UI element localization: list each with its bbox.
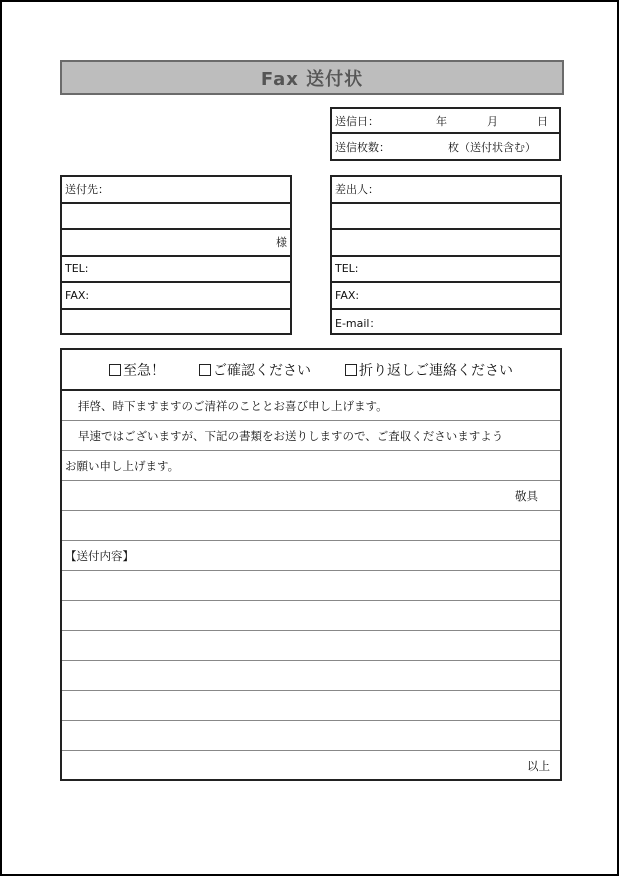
month-label: 月 — [487, 114, 498, 128]
check-reply[interactable] — [345, 360, 513, 380]
pages-suffix: 枚（送付状含む） — [448, 140, 536, 154]
page-title: Fax 送付状 — [60, 60, 564, 95]
send-date-label: 送信日： — [335, 114, 379, 128]
message-line-blank-5[interactable] — [62, 661, 560, 691]
day-label: 日 — [537, 114, 548, 128]
sender-box — [330, 175, 562, 335]
check-reply-label: 折り返しご連絡ください — [359, 362, 513, 379]
year-label: 年 — [436, 114, 447, 128]
recipient-fax-row[interactable] — [62, 283, 290, 310]
recipient-tel-row[interactable] — [62, 257, 290, 284]
sender-name-row[interactable] — [332, 230, 560, 257]
message-line-blank-1[interactable] — [62, 511, 560, 541]
closing-text: 敬具 — [515, 488, 538, 503]
recipient-name-row[interactable] — [62, 230, 290, 257]
sender-fax-row[interactable] — [332, 283, 560, 310]
message-line-blank-3[interactable] — [62, 601, 560, 631]
recipient-tel-label: TEL: — [65, 262, 89, 276]
recipient-box — [60, 175, 292, 335]
sender-label-row[interactable] — [332, 177, 560, 204]
recipient-label: 送付先： — [65, 183, 109, 197]
checkbox-icon[interactable] — [345, 364, 357, 376]
sender-line-row[interactable] — [332, 204, 560, 231]
message-line-blank-4[interactable] — [62, 631, 560, 661]
message-line-blank-2[interactable] — [62, 571, 560, 601]
recipient-label-row[interactable] — [62, 177, 290, 204]
sender-fax-label: FAX: — [335, 288, 360, 302]
send-info-box — [330, 107, 561, 161]
sender-tel-row[interactable] — [332, 257, 560, 284]
message-line-end[interactable] — [62, 751, 560, 781]
send-date-row[interactable] — [332, 109, 559, 134]
recipient-extra-row[interactable] — [62, 310, 290, 337]
send-pages-label: 送信枚数： — [335, 140, 390, 154]
message-line-2[interactable] — [62, 421, 560, 451]
message-line-1[interactable] — [62, 391, 560, 421]
check-urgent-label: 至急！ — [123, 362, 165, 379]
sender-email-label: E-mail： — [335, 316, 381, 330]
checkbox-icon[interactable] — [199, 364, 211, 376]
message-line-blank-7[interactable] — [62, 721, 560, 751]
message-text: お願い申し上げます。 — [65, 458, 180, 473]
sender-label: 差出人： — [335, 183, 379, 197]
message-text: 拝啓、時下ますますのご清祥のこととお喜び申し上げます。 — [78, 398, 388, 413]
message-line-closing[interactable] — [62, 481, 560, 511]
message-box — [60, 348, 562, 781]
sender-email-row[interactable] — [332, 310, 560, 337]
message-line-contents[interactable] — [62, 541, 560, 571]
check-confirm[interactable] — [199, 360, 311, 380]
contents-label: 【送付内容】 — [65, 548, 134, 563]
send-pages-row[interactable] — [332, 134, 559, 159]
recipient-line-row[interactable] — [62, 204, 290, 231]
message-line-blank-6[interactable] — [62, 691, 560, 721]
check-options-row — [62, 350, 560, 391]
message-text: 早速ではございますが、下記の書類をお送りしますので、ご査収くださいますよう — [78, 428, 504, 443]
check-urgent[interactable] — [109, 360, 165, 380]
message-line-3[interactable] — [62, 451, 560, 481]
sender-tel-label: TEL: — [335, 262, 359, 276]
honorific-label: 様 — [276, 236, 287, 250]
end-text: 以上 — [527, 759, 550, 773]
checkbox-icon[interactable] — [109, 364, 121, 376]
check-confirm-label: ご確認ください — [213, 362, 311, 379]
recipient-fax-label: FAX: — [65, 288, 90, 302]
